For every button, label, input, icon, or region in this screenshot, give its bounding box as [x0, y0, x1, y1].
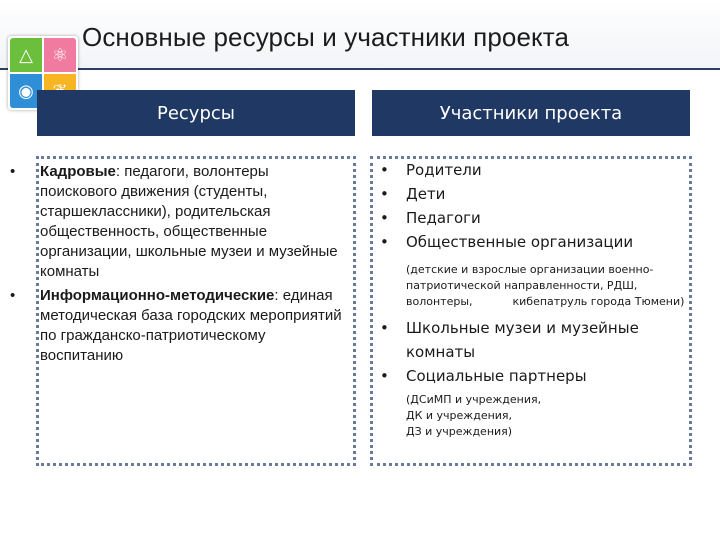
slide-title: Основные ресурсы и участники проекта	[82, 22, 570, 52]
organizations-note	[376, 262, 696, 310]
resources-header: Ресурсы	[37, 90, 355, 136]
item-text: Школьные музеи и музейные комнаты	[406, 319, 639, 361]
list-item	[376, 230, 696, 254]
item-label: Кадровые	[40, 163, 116, 180]
bullet: •	[380, 233, 389, 251]
resources-list	[8, 162, 348, 370]
item-text: : единая методическая база городских мероприятий по гражданско-патриотическому воспитанию	[40, 287, 342, 364]
note-line: (ДСиМП и учреждения,	[406, 393, 542, 406]
partners-note	[376, 392, 696, 440]
bullet: •	[380, 209, 389, 227]
list-item	[8, 162, 348, 282]
item-text: : педагоги, волонтеры поискового движения (студенты, старшеклассники), родительская общественность, общественные организации, школьные музеи и музейные комнаты	[40, 163, 338, 280]
item-text: Социальные партнеры	[406, 367, 587, 385]
bullet: •	[380, 319, 389, 337]
bullet: •	[380, 185, 389, 203]
list-item	[376, 206, 696, 230]
triangle-ruler-icon: △	[10, 38, 42, 72]
item-text: Педагоги	[406, 209, 481, 227]
participants-list	[376, 158, 696, 440]
list-item	[376, 364, 696, 388]
note-text: кибепатруль города Тюмени)	[512, 295, 685, 308]
note-text: (детские и взрослые организации военно-патриотической направленности, РДШ, волонтеры,	[406, 263, 654, 308]
bullet: •	[380, 161, 389, 179]
item-text: Общественные организации	[406, 233, 634, 251]
list-item	[376, 316, 696, 364]
participants-header: Участники проекта	[372, 90, 690, 136]
list-item	[8, 286, 348, 366]
list-item	[376, 182, 696, 206]
item-text: Родители	[406, 161, 482, 179]
list-item	[376, 158, 696, 182]
bullet: •	[10, 287, 16, 304]
note-line: ДЗ и учреждения)	[406, 425, 513, 438]
note-line: ДК и учреждения,	[406, 409, 513, 422]
atom-icon: ⚛	[44, 38, 76, 72]
globe-icon: ◉	[10, 74, 42, 108]
bullet: •	[380, 367, 389, 385]
item-label: Информационно-методические	[40, 287, 275, 304]
item-text: Дети	[406, 185, 446, 203]
bullet: •	[10, 163, 16, 180]
